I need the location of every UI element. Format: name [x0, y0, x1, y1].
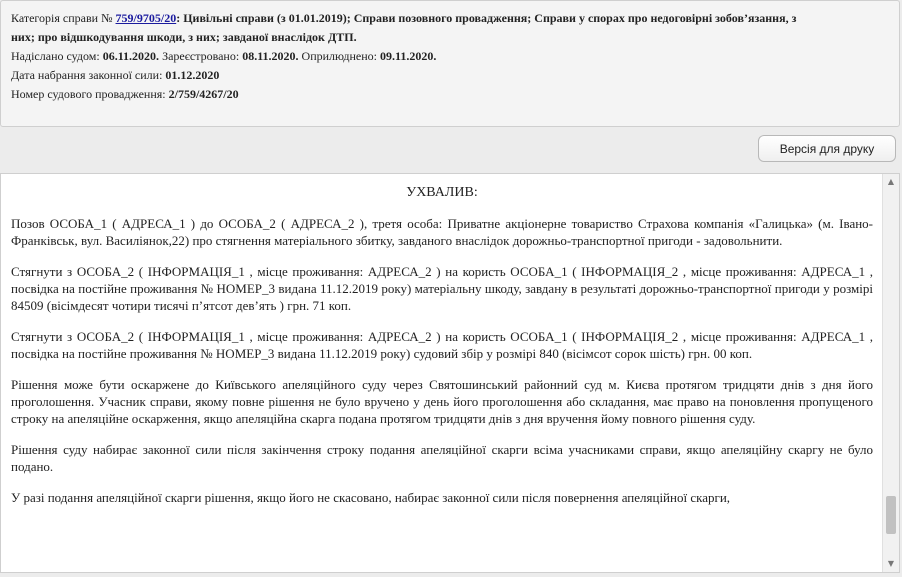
document-content	[11, 184, 873, 520]
category-label: Категорія справи №	[11, 11, 113, 25]
proceeding-number-row	[11, 85, 889, 104]
print-version-button[interactable]: Версія для друку	[758, 135, 896, 162]
vertical-scrollbar[interactable]	[882, 174, 899, 572]
document-paragraph: Рішення може бути оскаржене до Київського апеляційного суду через Святошинський районний суд м. Києва протягом тридцяти днів з дня його проголошення. Учасник справи, якому повне рішення не було вручено у день його проголошення або складання, має право на поновлення пропущеного строку на апеляційне оскарження, якщо апеляційна скарга подана протягом тридцяти днів з дня вручення йому повного рішення суду.	[11, 377, 873, 426]
proceeding-label: Номер судового провадження:	[11, 87, 166, 101]
document-paragraph: Стягнути з ОСОБА_2 ( ІНФОРМАЦІЯ_1 , місце проживання: АДРЕСА_2 ) на користь ОСОБА_1 ( ІНФОРМАЦІЯ_2 , місце проживання: АДРЕСА_1 , посвідка на постійне проживання № НОМЕР_3 видана 11.12.2019 року) матеріальну шкоду, завдану в результаті дорожньо-транспортної пригоди у розмірі 84509 (вісімдесят чотири тисячі п’ятсот дев’ять ) грн. 71 коп.	[11, 264, 873, 313]
published-date: 09.11.2020.	[380, 49, 437, 63]
effective-date-row	[11, 66, 889, 85]
sent-label: Надіслано судом:	[11, 49, 100, 63]
scroll-down-arrow-icon[interactable]: ▼	[887, 559, 895, 568]
category-text: : Цивільні справи (з 01.01.2019); Справи позовного провадження; Справи у спорах про недоговірні зобов’язання, з	[176, 11, 797, 25]
document-paragraph: У разі подання апеляційної скарги рішення, якщо його не скасовано, набирає законної сили після повернення апеляційної скарги,	[11, 490, 731, 505]
case-category	[11, 9, 889, 28]
case-info-panel	[0, 0, 900, 127]
scroll-thumb[interactable]	[886, 496, 896, 534]
sent-date: 06.11.2020.	[102, 49, 160, 63]
category-text-2: них; про відшкодування шкоди, з них; завданої внаслідок ДТП.	[11, 30, 357, 44]
published-label: Оприлюднено:	[301, 49, 377, 63]
decision-heading: УХВАЛИВ:	[406, 185, 478, 200]
proceeding-number: 2/759/4267/20	[168, 87, 239, 101]
registered-label: Зареєстровано:	[162, 49, 240, 63]
document-paragraph: Стягнути з ОСОБА_2 ( ІНФОРМАЦІЯ_1 , місце проживання: АДРЕСА_2 ) на користь ОСОБА_1 ( ІНФОРМАЦІЯ_2 , місце проживання: АДРЕСА_1 , посвідка на постійне проживання № НОМЕР_3 видана 11.12.2019 року) судовий збір у розмірі 840 (вісімсот сорок шість) грн. 00 коп.	[11, 329, 873, 361]
case-category-cont	[11, 28, 889, 47]
document-paragraph: Позов ОСОБА_1 ( АДРЕСА_1 ) до ОСОБА_2 ( АДРЕСА_2 ), третя особа: Приватне акціонерне товариство Страхова компанія «Галицька» (м. Івано-Франківськ, вул. Василіянок,22) про стягнення матеріального збитку, завданого внаслідок дорожньо-транспортної пригоди - задовольнити.	[11, 216, 873, 248]
case-dates	[11, 47, 889, 66]
document-frame[interactable]	[0, 173, 900, 573]
registered-date: 08.11.2020.	[242, 49, 299, 63]
document-paragraph: Рішення суду набирає законної сили після закінчення строку подання апеляційної скарги всіма учасниками справи, якщо апеляційну скаргу не було подано.	[11, 442, 873, 474]
effective-date: 01.12.2020	[165, 68, 220, 82]
scroll-up-arrow-icon[interactable]: ▲	[887, 177, 895, 186]
case-number-link[interactable]: 759/9705/20	[115, 11, 177, 25]
effective-label: Дата набрання законної сили:	[11, 68, 163, 82]
